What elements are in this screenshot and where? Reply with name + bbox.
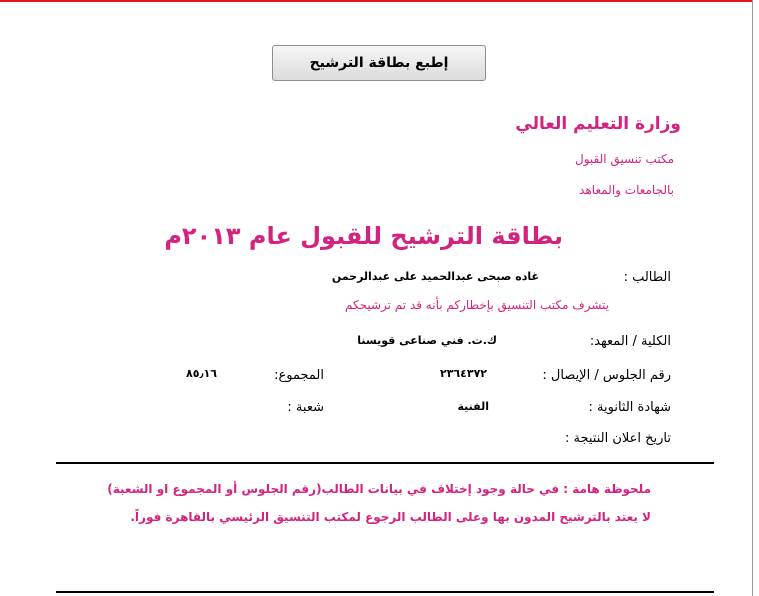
divider-bottom <box>56 591 714 593</box>
seat-number-value: ٢٣٦٤٣٧٢ <box>440 367 487 380</box>
student-label: الطالب : <box>623 270 671 285</box>
branch-label: شعبة : <box>287 400 324 415</box>
result-date-label: تاريخ اعلان النتيجة : <box>564 431 671 446</box>
seat-number-label: رقم الجلوس / الإيصال : <box>542 368 671 383</box>
certificate-label: شهادة الثانوية : <box>588 400 671 415</box>
ministry-title: وزارة التعليم العالي <box>515 114 681 134</box>
certificate-value: الفنية <box>457 400 489 413</box>
office-name-line2: بالجامعات والمعاهد <box>579 183 674 197</box>
student-name: غاده صبحى عبدالحميد على عبدالرحمن <box>331 270 539 283</box>
faculty-label: الكلية / المعهد: <box>589 334 671 349</box>
faculty-value: ك.ت. فني صناعى قويسنا <box>357 334 497 347</box>
important-note-line1: ملحوظة هامة : في حالة وجود إختلاف في بيانات الطالب(رقم الجلوس أو المجموع او الشعبة) <box>107 482 651 496</box>
office-name-line1: مكتب تنسيق القبول <box>575 152 674 166</box>
card-title: بطاقة الترشيح للقبول عام ٢٠١٣م <box>164 222 563 250</box>
total-score-value: ٨٥٫١٦ <box>186 367 217 380</box>
top-border-line <box>0 0 752 2</box>
print-card-button[interactable]: إطبع بطاقة الترشيح <box>272 45 486 81</box>
nomination-notice: يتشرف مكتب التنسيق بإخطاركم بأنه قد تم ترشيحكم <box>345 298 609 312</box>
page-right-border <box>752 0 753 596</box>
total-score-label: المجموع: <box>274 368 324 383</box>
important-note-line2: لا يعتد بالترشيح المدون بها وعلى الطالب الرجوع لمكتب التنسيق الرئيسي بالقاهرة فوراً. <box>130 510 651 524</box>
divider-top <box>56 462 714 464</box>
